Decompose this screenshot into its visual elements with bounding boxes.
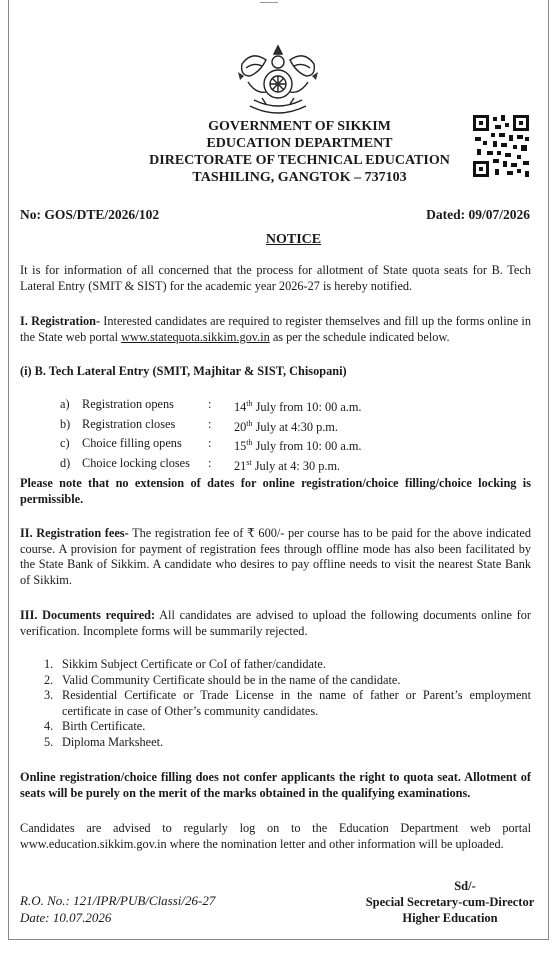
fees-text: The registration fee of ₹ 600/- per course has to be paid for the above indicated course. A provision for payment of registration fees through offline mode has also been facilitated by the State Bank of Sikkim. A candidate who desires to pay offline needs to visit the nearest State Bank of Sikkim. bbox=[20, 526, 531, 587]
closing-paragraph: Candidates are advised to regularly log on to the Education Department web portal www.education.sikkim.gov.in where the nomination letter and other information will be uploaded. bbox=[20, 821, 531, 851]
merit-note: Online registration/choice filling does not confer applicants the right to quota seat. Allotment of seats will be purely on the merit of the marks obtained in the qualifying examinations. bbox=[20, 770, 531, 800]
list-item: 2. Valid Community Certificate should be in the name of the candidate. bbox=[44, 672, 401, 687]
notice-title bbox=[0, 232, 557, 248]
schedule-colon: : bbox=[208, 436, 212, 451]
signature-designation: Special Secretary-cum-Director bbox=[365, 895, 535, 909]
schedule-label: Registration opens bbox=[82, 397, 174, 411]
intro-paragraph: It is for information of all concerned that the process for allotment of State quota seats for B. Tech Lateral Entry (SMIT & SIST) for the academic year 2026-27 is hereby notified. bbox=[20, 263, 531, 293]
documents-list bbox=[44, 657, 531, 750]
schedule-row bbox=[60, 435, 362, 455]
sikkim-emblem-icon bbox=[232, 42, 324, 118]
fees-heading: II. Registration fees- bbox=[20, 526, 129, 540]
notice-title-text: NOTICE bbox=[265, 232, 322, 247]
notice-date: Dated: 09/07/2026 bbox=[426, 207, 530, 222]
header-line-government: GOVERNMENT OF SIKKIM bbox=[208, 119, 391, 134]
signature-sd: Sd/- bbox=[454, 879, 476, 893]
schedule-value: 20th July at 4:30 p.m. bbox=[234, 418, 338, 434]
documents-paragraph bbox=[20, 608, 531, 639]
qr-code-icon bbox=[473, 115, 529, 177]
schedule-row bbox=[60, 396, 362, 416]
schedule-row bbox=[60, 455, 362, 475]
schedule-key: c) bbox=[60, 436, 70, 451]
header-line-directorate: DIRECTORATE OF TECHNICAL EDUCATION bbox=[149, 153, 450, 168]
schedule-key: b) bbox=[60, 416, 71, 431]
schedule-table bbox=[60, 396, 362, 474]
no-extension-note: Please note that no extension of dates for online registration/choice filling/choice locking is permissible. bbox=[20, 476, 531, 506]
list-item: 5. Diploma Marksheet. bbox=[44, 734, 164, 749]
registration-text-a: Interested candidates are required to register themselves and fill up the forms online in the State web portal bbox=[20, 314, 531, 344]
schedule-label: Choice filling opens bbox=[82, 436, 182, 451]
notice-number: No: GOS/DTE/2026/102 bbox=[20, 207, 160, 222]
header-line-address: TASHILING, GANGTOK – 737103 bbox=[192, 170, 407, 185]
schedule-colon: : bbox=[208, 397, 212, 411]
registration-text-b: as per the schedule indicated below. bbox=[269, 329, 450, 344]
documents-heading: III. Documents required: bbox=[20, 608, 156, 622]
documents-text: All candidates are advised to upload the following documents online for verification. Incomplete forms will be summarily rejected. bbox=[20, 608, 532, 638]
fees-paragraph bbox=[20, 526, 531, 588]
schedule-label: Choice locking closes bbox=[82, 455, 190, 470]
list-item: 4. Birth Certificate. bbox=[44, 719, 146, 733]
ro-date: Date: 10.07.2026 bbox=[20, 910, 112, 925]
schedule-subheading: (i) B. Tech Lateral Entry (SMIT, Majhitar & SIST, Chisopani) bbox=[20, 364, 347, 378]
list-item: 3. Residential Certificate or Trade License in the name of father or Parent’s employment certificate in case of Other’s community candidates. bbox=[44, 688, 531, 718]
state-quota-portal-link[interactable]: www.statequota.sikkim.gov.in bbox=[121, 329, 270, 344]
schedule-row bbox=[60, 416, 362, 436]
list-item: 1. Sikkim Subject Certificate or CoI of father/candidate. bbox=[44, 657, 326, 671]
schedule-key: d) bbox=[60, 455, 71, 470]
reference-line bbox=[20, 207, 530, 223]
schedule-label: Registration closes bbox=[82, 416, 176, 431]
signature-department: Higher Education bbox=[402, 911, 498, 925]
registration-paragraph bbox=[20, 314, 531, 345]
schedule-value: 14th July from 10: 00 a.m. bbox=[234, 399, 362, 415]
schedule-colon: : bbox=[208, 416, 212, 431]
schedule-value: 21st July at 4: 30 p.m. bbox=[234, 457, 341, 473]
ro-number: R.O. No.: 121/IPR/PUB/Classi/26-27 bbox=[20, 893, 216, 908]
header-line-department: EDUCATION DEPARTMENT bbox=[206, 136, 393, 151]
schedule-key: a) bbox=[60, 397, 70, 411]
signature-block bbox=[360, 878, 540, 926]
schedule-colon: : bbox=[208, 455, 212, 470]
schedule-value: 15th July from 10: 00 a.m. bbox=[234, 438, 362, 454]
release-order bbox=[20, 892, 215, 926]
registration-heading: I. Registration- bbox=[20, 314, 101, 328]
